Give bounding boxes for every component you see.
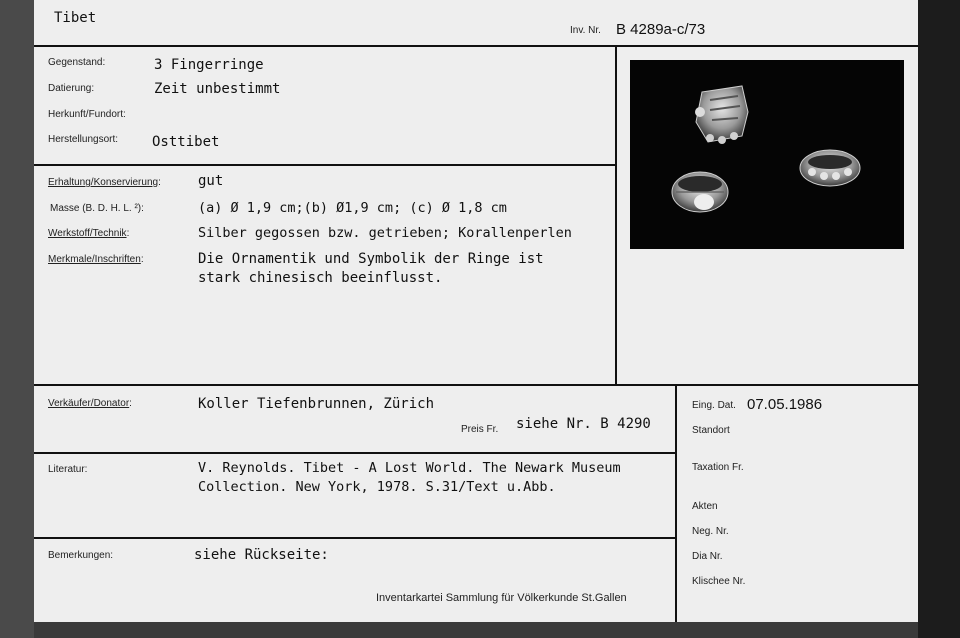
divider-verkaeufer bbox=[34, 452, 676, 454]
erhaltung-label-text: Erhaltung/Konservierung bbox=[48, 177, 159, 188]
standort-label: Standort bbox=[692, 425, 730, 436]
erhaltung-label bbox=[48, 177, 161, 188]
scan-background-right bbox=[918, 0, 960, 638]
inventory-number-value: B 4289a-c/73 bbox=[616, 21, 706, 38]
divider-upper-block bbox=[34, 164, 616, 166]
gegenstand-label: Gegenstand: bbox=[48, 57, 106, 68]
verkaeufer-value: Koller Tiefenbrunnen, Zürich bbox=[198, 396, 435, 412]
bemerkungen-value: siehe Rückseite: bbox=[194, 547, 329, 563]
inventory-card bbox=[34, 0, 918, 622]
akten-label: Akten bbox=[692, 501, 718, 512]
merkmale-label bbox=[48, 254, 144, 265]
masse-value: (a) Ø 1,9 cm;(b) Ø1,9 cm; (c) Ø 1,8 cm bbox=[198, 200, 507, 216]
datierung-label: Datierung: bbox=[48, 83, 95, 94]
scan-background-left bbox=[0, 0, 34, 638]
klischee-nr-label: Klischee Nr. bbox=[692, 576, 746, 587]
header-divider bbox=[34, 45, 918, 47]
preis-value: siehe Nr. B 4290 bbox=[516, 416, 651, 432]
taxation-label: Taxation Fr. bbox=[692, 462, 744, 473]
ring-b bbox=[672, 172, 728, 212]
divider-literatur bbox=[34, 537, 676, 539]
erhaltung-label-colon: : bbox=[158, 177, 161, 188]
werkstoff-label bbox=[48, 228, 129, 239]
neg-nr-label: Neg. Nr. bbox=[692, 526, 729, 537]
verkaeufer-label bbox=[48, 398, 132, 409]
werkstoff-value: Silber gegossen bzw. getrieben; Korallenperlen bbox=[198, 225, 572, 241]
region-value: Tibet bbox=[54, 10, 97, 26]
masse-label: Masse (B. D. H. L. ²): bbox=[50, 203, 144, 214]
merkmale-label-colon: : bbox=[140, 254, 144, 265]
card-footer: Inventarkartei Sammlung für Völkerkunde St.Gallen bbox=[376, 592, 627, 604]
herstellungsort-label: Herstellungsort: bbox=[48, 134, 119, 145]
werkstoff-label-text: Werkstoff/Technik bbox=[48, 228, 127, 239]
rings-illustration bbox=[630, 60, 904, 249]
object-photo bbox=[630, 60, 904, 249]
vertical-divider-photo bbox=[615, 45, 617, 385]
vertical-divider-side bbox=[675, 385, 677, 622]
merkmale-line-2: stark chinesisch beeinflusst. bbox=[198, 270, 443, 286]
literatur-line-1: V. Reynolds. Tibet - A Lost World. The Newark Museum bbox=[198, 460, 621, 476]
herkunft-label: Herkunft/Fundort: bbox=[48, 109, 126, 120]
ring-a bbox=[695, 86, 748, 144]
preis-label: Preis Fr. bbox=[461, 424, 499, 435]
herstellungsort-value: Osttibet bbox=[152, 134, 220, 150]
eing-dat-value: 07.05.1986 bbox=[747, 396, 823, 413]
merkmale-line-1: Die Ornamentik und Symbolik der Ringe ist bbox=[198, 251, 544, 267]
eing-dat-label: Eing. Dat. bbox=[692, 400, 736, 411]
verkaeufer-label-text: Verkäufer/Donator bbox=[48, 398, 130, 409]
merkmale-label-text: Merkmale/Inschriften bbox=[48, 254, 141, 265]
literatur-label: Literatur: bbox=[48, 464, 88, 475]
verkaeufer-label-colon: : bbox=[129, 398, 132, 409]
ring-c bbox=[800, 150, 860, 186]
dia-nr-label: Dia Nr. bbox=[692, 551, 723, 562]
inventory-number-label: Inv. Nr. bbox=[570, 25, 601, 36]
divider-middle-block bbox=[34, 384, 918, 386]
gegenstand-value: 3 Fingerringe bbox=[154, 57, 264, 73]
literatur-line-2: Collection. New York, 1978. S.31/Text u.Abb. bbox=[198, 479, 556, 495]
bemerkungen-label: Bemerkungen: bbox=[48, 550, 114, 561]
werkstoff-label-colon: : bbox=[126, 228, 130, 239]
erhaltung-value: gut bbox=[198, 173, 224, 189]
datierung-value: Zeit unbestimmt bbox=[154, 81, 281, 97]
